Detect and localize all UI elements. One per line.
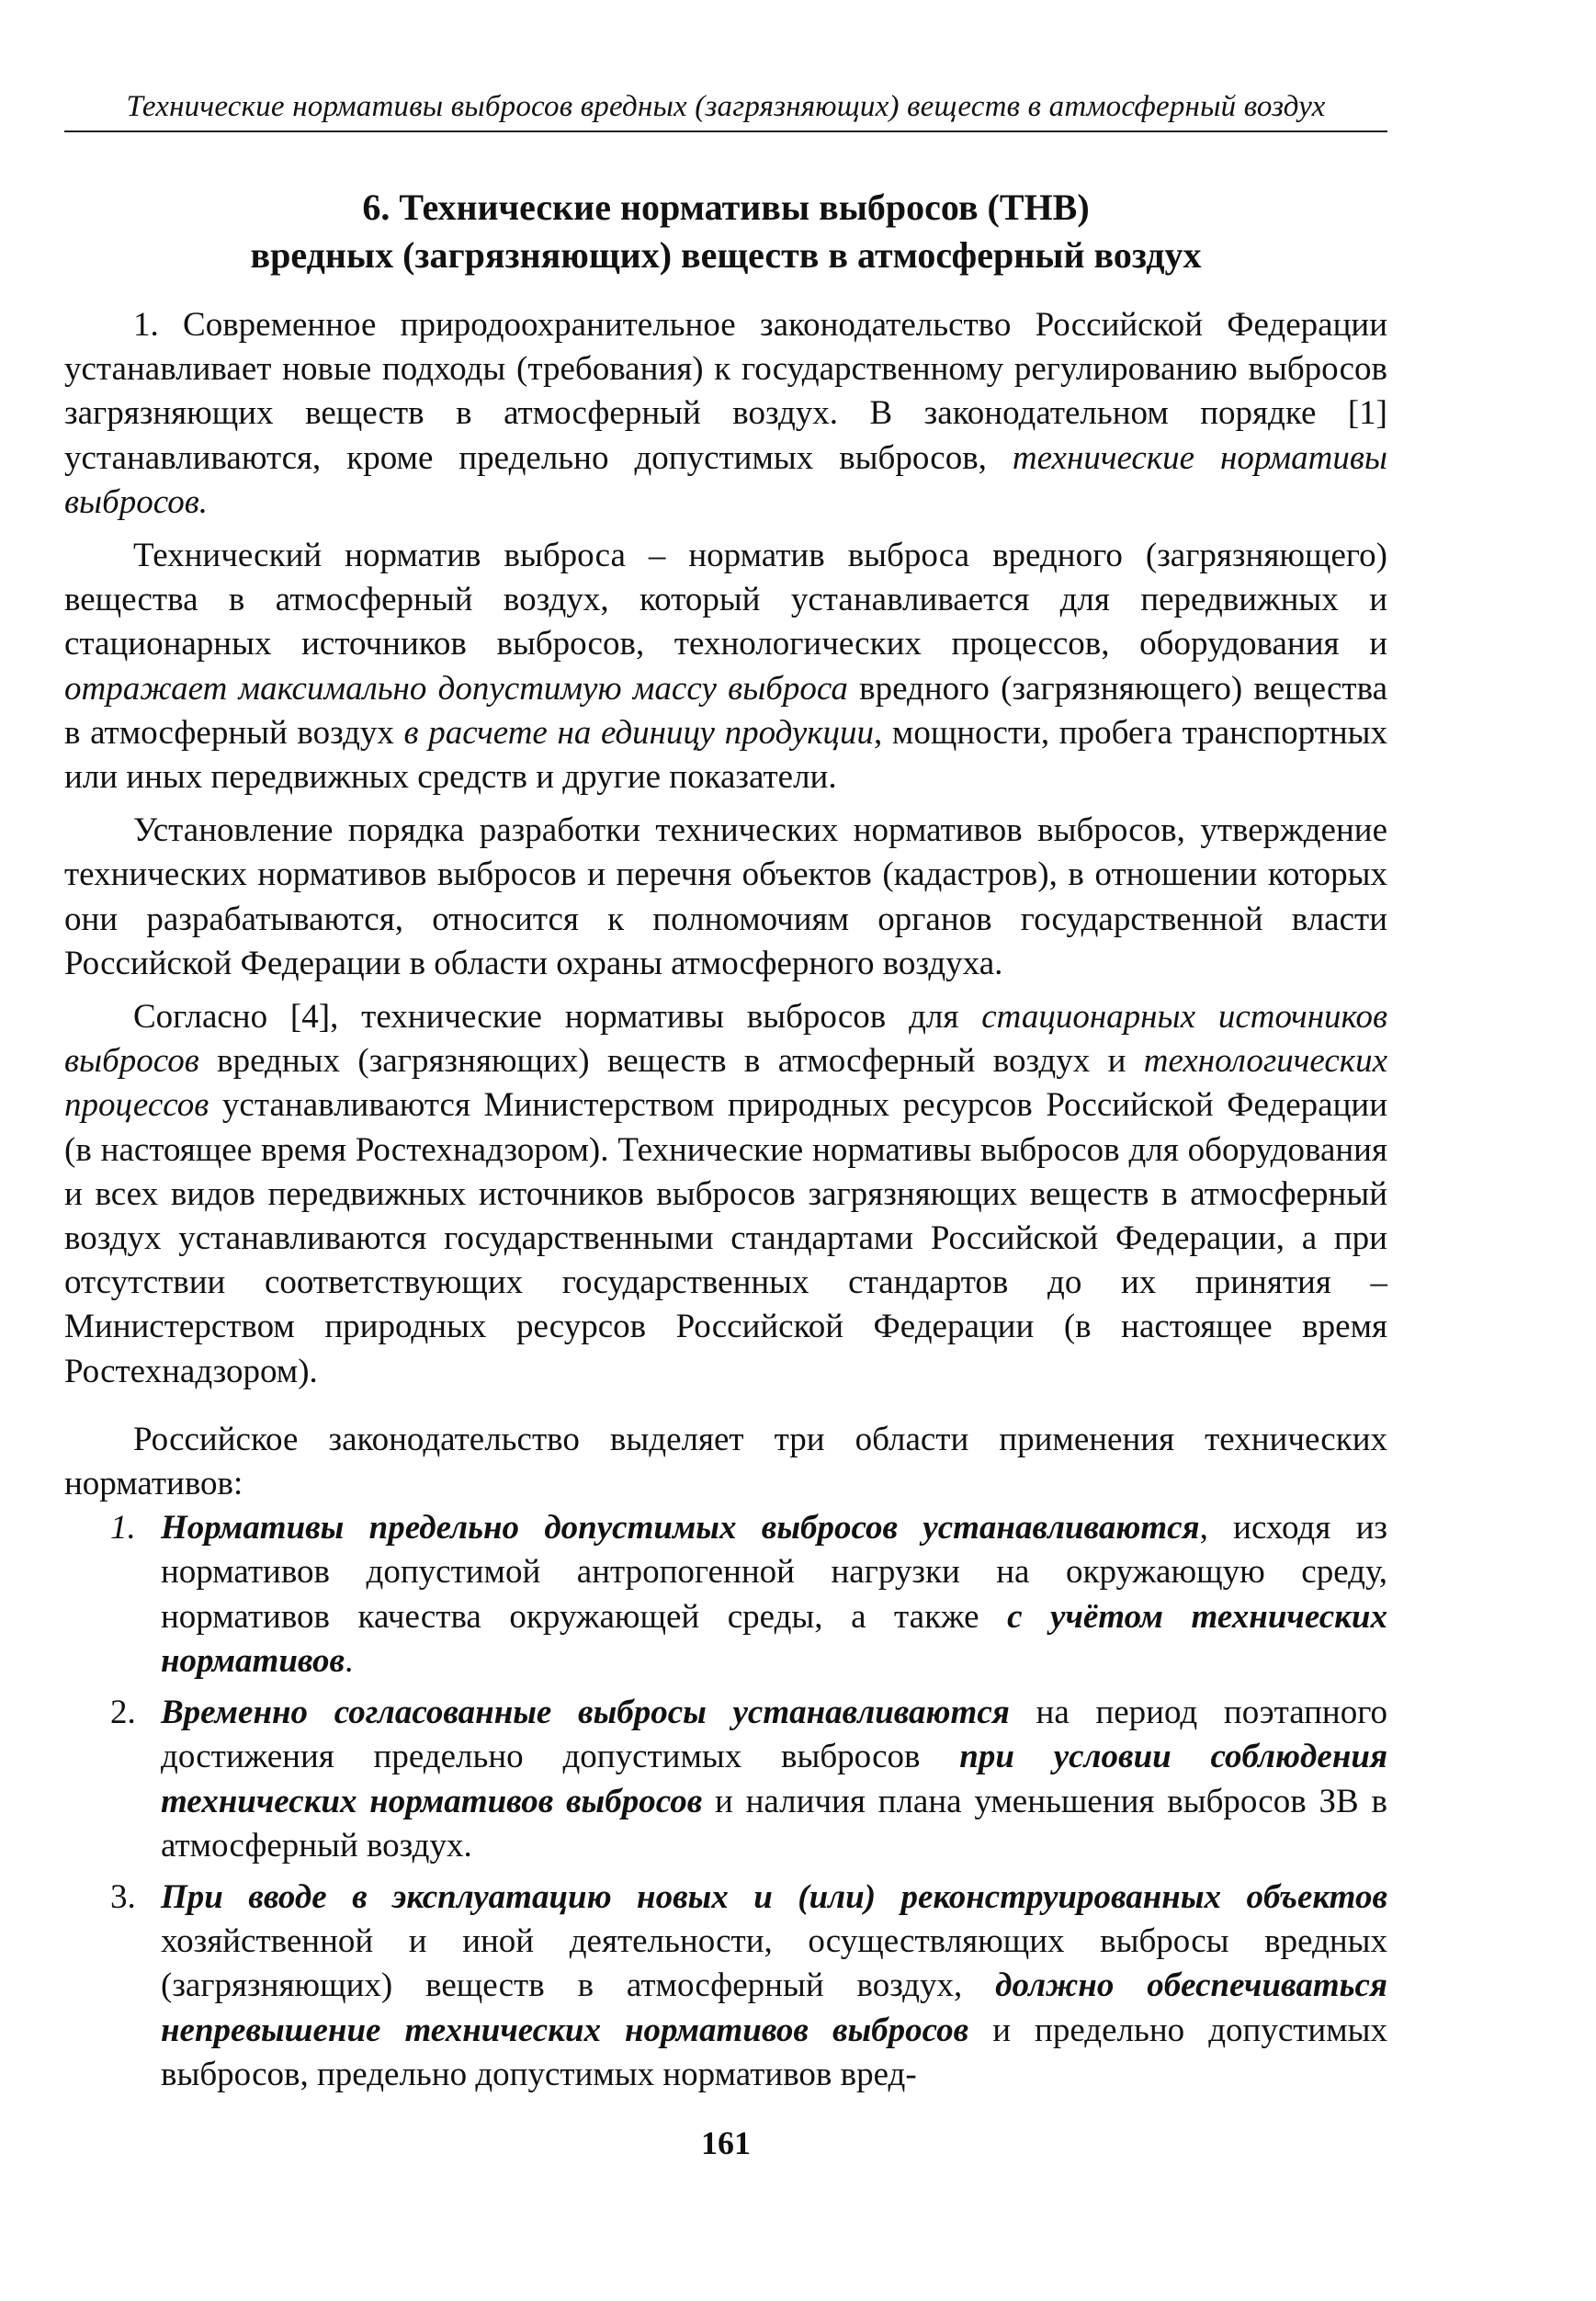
chapter-title-line-2: вредных (загрязняющих) веществ в атмосферный воздух (250, 234, 1202, 276)
paragraph-2-text-3: , мощности, пробега транспортных или иных передвижных средств и другие показатели. (64, 713, 1387, 797)
paragraph-4-emphasis-2: технологических процессов (64, 1042, 1387, 1125)
paragraph-5 (64, 1418, 1387, 1506)
header-rule (64, 130, 1387, 132)
page-number: 161 (701, 2125, 751, 2161)
paragraph-1-text: 1. Современное природоохранительное законодательство Российской Федерации устанавливает новые подходы (требования) к государственному регулированию выбросов загрязняющих веществ в атмосферный воздух. В законодательном порядке [1] устанавливаются, кроме предельно допустимых выбросов, (64, 306, 1387, 477)
paragraph-4-text-1: Согласно [4], технические нормативы выбросов для (133, 998, 982, 1037)
paragraph-4-text-2: вредных (загрязняющих) веществ в атмосферный воздух и (198, 1042, 1144, 1081)
paragraph-3 (64, 809, 1387, 986)
paragraph-4-emphasis-1: стационарных источников выбросов (64, 998, 1388, 1081)
application-areas-list (64, 1506, 1387, 2097)
running-header: Технические нормативы выбросов вредных (загрязняющих) веществ в атмосферный воздух (126, 90, 1326, 123)
paragraph-2-text-2: вредного (загрязняющего) вещества в атмосферный воздух (64, 669, 1387, 752)
paragraph-2-emphasis-2: в расчете на единицу продукции (403, 713, 875, 752)
list-item-number: 1. (110, 1509, 136, 1547)
list-item (64, 1691, 1387, 1868)
paragraph-2-text-1: Технический норматив выброса – норматив выброса вредного (загрязняющего) вещества в атмосферный воздух, который устанавливается для передвижных и стационарных источников выбросов, технологических процессов, оборудования и (64, 537, 1387, 663)
paragraph-4 (64, 995, 1387, 1394)
chapter-title-line-1: 6. Технические нормативы выбросов (ТНВ) (362, 187, 1090, 228)
paragraph-2 (64, 534, 1387, 799)
list-item-text-1: хозяйственной и иной деятельности, осуществляющих выбросы вредных (загрязняющих) веществ в атмосферный воздух, (161, 1922, 1387, 2005)
paragraph-4-text-3: устанавливаются Министерством природных ресурсов Российской Федерации (в настоящее время Ростехнадзором). Технические нормативы выбросов для оборудования и всех видов передвижных источников выбросов загрязняющих веществ в атмосферный воздух устанавливаются государственными стандартами Российской Федерации, а при отсутствии соответствующих государственных стандартов до их принятия – Министерством природных ресурсов Российской Федерации (в настоящее время Ростехнадзором). (64, 1086, 1387, 1390)
list-item (64, 1506, 1387, 1683)
paragraph-1-emphasis: технические нормативы выбросов. (64, 438, 1387, 521)
paragraph-1 (64, 303, 1387, 525)
list-item-bold-1: Временно согласованные выбросы устанавливаются (161, 1694, 1010, 1732)
list-item-bold-2: с учётом технических нормативов (161, 1597, 1388, 1680)
body-text (64, 303, 1387, 2104)
list-item-bold-2: при условии соблюдения технических нормативов выбросов (161, 1738, 1387, 1820)
list-item-number: 2. (110, 1694, 136, 1732)
chapter-title (64, 184, 1387, 279)
list-item (64, 1876, 1387, 2097)
list-item-text-1: , исходя из нормативов допустимой антропогенной нагрузки на окружающую среду, нормативов качества окружающей среды, а также (161, 1509, 1387, 1636)
list-item-bold-2: должно обеспечиваться непревышение технических нормативов выбросов (161, 1967, 1387, 2049)
list-item-bold-1: При вводе в эксплуатацию новых и (или) реконструированных объектов (161, 1877, 1387, 1916)
paragraph-3-text: Установление порядка разработки технических нормативов выбросов, утверждение технических нормативов выбросов и перечня объектов (кадастров), в отношении которых они разрабатываются, относится к полномочиям органов государственной власти Российской Федерации в области охраны атмосферного воздуха. (64, 811, 1387, 982)
list-item-text-2: . (344, 1641, 354, 1680)
list-item-number: 3. (110, 1877, 136, 1916)
paragraph-5-text: Российское законодательство выделяет три области применения технических нормативов: (64, 1420, 1387, 1503)
list-item-text-1: на период поэтапного достижения предельно допустимых выбросов (161, 1694, 1387, 1776)
list-item-text-2: и предельно допустимых выбросов, предельно допустимых нормативов вред- (161, 2011, 1387, 2093)
list-item-text-2: и наличия плана уменьшения выбросов ЗВ в атмосферный воздух. (161, 1782, 1387, 1865)
list-item-bold-1: Нормативы предельно допустимых выбросов устанавливаются (161, 1509, 1200, 1547)
paragraph-2-emphasis-1: отражает максимально допустимую массу выброса (64, 669, 848, 708)
